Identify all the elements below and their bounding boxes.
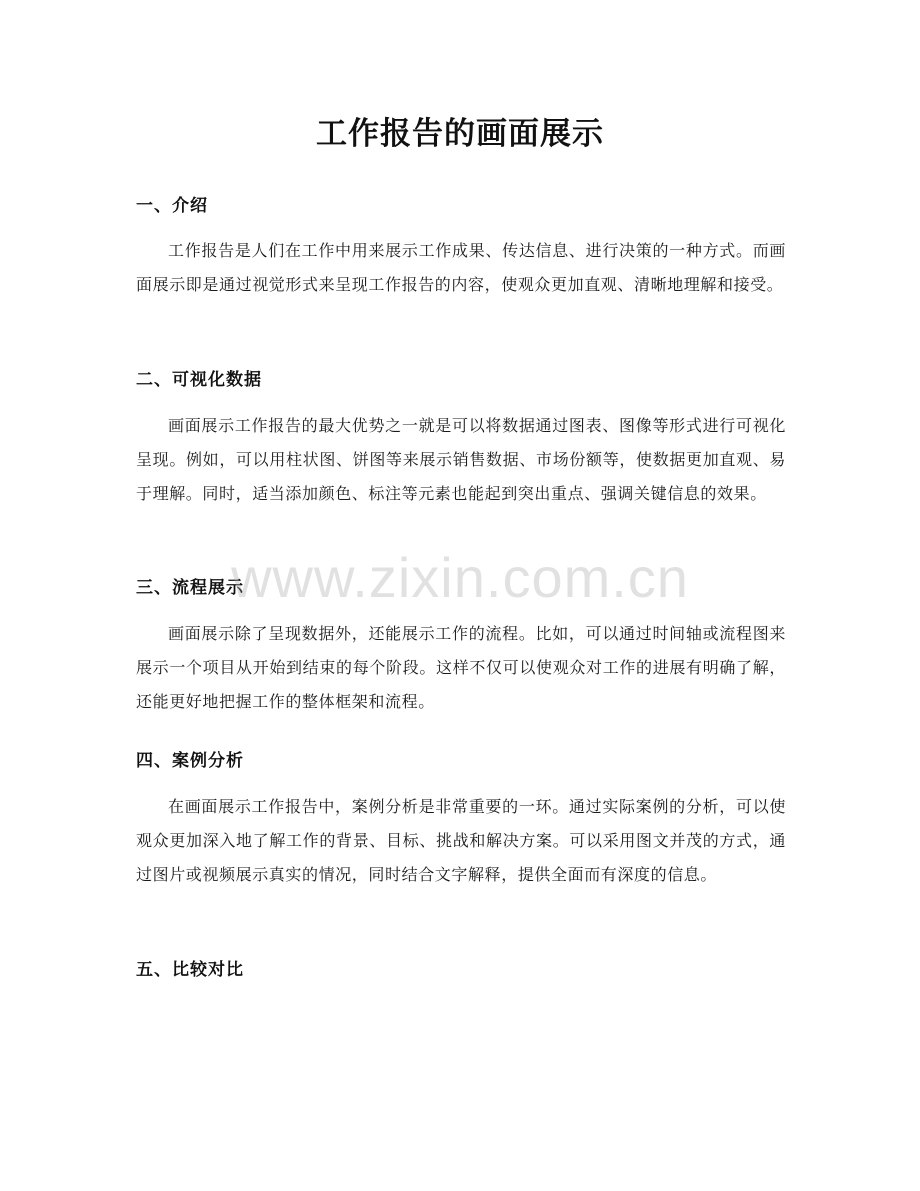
section-paragraph-visual-data: 画面展示工作报告的最大优势之一就是可以将数据通过图表、图像等形式进行可视化呈现。例如，可以用柱状图、饼图等来展示销售数据、市场份额等，使数据更加直观、易于理解。同时，适当添加颜色、标注等元素也能起到突出重点、强调关键信息的效果。 — [136, 416, 786, 503]
section-heading-intro: 一、介绍 — [136, 196, 208, 216]
document-title: 工作报告的画面展示 — [316, 116, 604, 152]
section-heading-process: 三、流程展示 — [136, 578, 244, 598]
section-heading-visual-data: 二、可视化数据 — [136, 370, 262, 390]
watermark: www.zixin.com.cn — [231, 546, 689, 609]
section-paragraph-intro: 工作报告是人们在工作中用来展示工作成果、传达信息、进行决策的一种方式。而画面展示即是通过视觉形式来呈现工作报告的内容，使观众更加直观、清晰地理解和接受。 — [136, 241, 786, 294]
section-heading-case-study: 四、案例分析 — [136, 751, 244, 771]
section-heading-comparison: 五、比较对比 — [136, 960, 244, 980]
section-paragraph-case-study: 在画面展示工作报告中，案例分析是非常重要的一环。通过实际案例的分析，可以使观众更加深入地了解工作的背景、目标、挑战和解决方案。可以采用图文并茂的方式，通过图片或视频展示真实的情况，同时结合文字解释，提供全面而有深度的信息。 — [136, 797, 786, 884]
section-paragraph-process: 画面展示除了呈现数据外，还能展示工作的流程。比如，可以通过时间轴或流程图来展示一个项目从开始到结束的每个阶段。这样不仅可以使观众对工作的进展有明确了解，还能更好地把握工作的整体框架和流程。 — [136, 624, 786, 711]
